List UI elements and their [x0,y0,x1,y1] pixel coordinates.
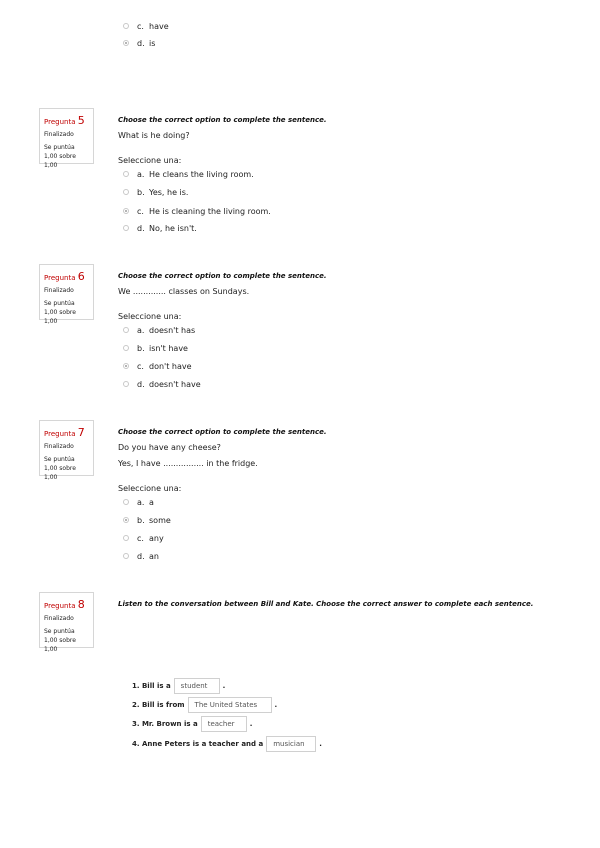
question-info-7 [39,420,94,481]
option-b[interactable]: b. Yes, he is. [123,186,188,198]
question-number: Pregunta 8 [44,598,85,611]
answer-field[interactable]: The United States [188,697,272,713]
radio-icon[interactable] [123,225,129,231]
select-label: Seleccione una: [118,156,182,165]
fill-line-1: 1. Bill is a student . [132,678,225,694]
question-info-5 [39,108,94,169]
radio-icon[interactable] [123,363,129,369]
question-state: Finalizado [44,131,74,138]
option-d[interactable]: d. is [123,37,155,49]
radio-icon[interactable] [123,208,129,214]
question-grade: Se puntúa 1,00 sobre 1,00 [44,300,76,325]
fill-line-2: 2. Bill is from The United States . [132,697,277,713]
radio-icon[interactable] [123,553,129,559]
fill-line-3: 3. Mr. Brown is a teacher . [132,716,252,732]
question-instruction: Choose the correct option to complete the sentence. [118,428,327,436]
question-instruction: Listen to the conversation between Bill and Kate. Choose the correct answer to complete each sentence. [118,600,534,608]
option-c[interactable]: c. any [123,532,164,544]
radio-icon[interactable] [123,499,129,505]
radio-icon[interactable] [123,171,129,177]
select-label: Seleccione una: [118,312,182,321]
question-text: We ............. classes on Sundays. [118,287,250,296]
option-a[interactable]: a. a [123,496,154,508]
question-grade: Se puntúa 1,00 sobre 1,00 [44,628,76,653]
answer-field[interactable]: teacher [201,716,247,732]
radio-icon[interactable] [123,345,129,351]
answer-field[interactable]: musician [266,736,316,752]
option-c[interactable]: c. have [123,20,169,32]
question-state: Finalizado [44,615,74,622]
option-c[interactable]: c. He is cleaning the living room. [123,205,271,217]
question-number: Pregunta 6 [44,270,85,283]
question-instruction: Choose the correct option to complete the sentence. [118,272,327,280]
question-grade: Se puntúa 1,00 sobre 1,00 [44,144,76,169]
radio-icon[interactable] [123,535,129,541]
option-b[interactable]: b. some [123,514,171,526]
question-info-6 [39,264,94,325]
question-info-8 [39,592,94,653]
fill-line-4: 4. Anne Peters is a teacher and a musician . [132,736,322,752]
radio-icon[interactable] [123,381,129,387]
option-b[interactable]: b. isn't have [123,342,188,354]
option-a[interactable]: a. doesn't has [123,324,195,336]
option-a[interactable]: a. He cleans the living room. [123,168,254,180]
question-text: Yes, I have ................ in the fridge. [118,459,258,468]
question-number: Pregunta 5 [44,114,85,127]
radio-icon[interactable] [123,517,129,523]
question-text: Do you have any cheese? [118,443,221,452]
radio-icon[interactable] [123,189,129,195]
option-d[interactable]: d. an [123,550,159,562]
option-d[interactable]: d. No, he isn't. [123,222,197,234]
question-instruction: Choose the correct option to complete the sentence. [118,116,327,124]
answer-field[interactable]: student [174,678,220,694]
option-c[interactable]: c. don't have [123,360,192,372]
radio-icon[interactable] [123,40,129,46]
question-text: What is he doing? [118,131,190,140]
question-state: Finalizado [44,287,74,294]
option-d[interactable]: d. doesn't have [123,378,201,390]
radio-icon[interactable] [123,23,129,29]
question-state: Finalizado [44,443,74,450]
radio-icon[interactable] [123,327,129,333]
question-grade: Se puntúa 1,00 sobre 1,00 [44,456,76,481]
question-number: Pregunta 7 [44,426,85,439]
select-label: Seleccione una: [118,484,182,493]
